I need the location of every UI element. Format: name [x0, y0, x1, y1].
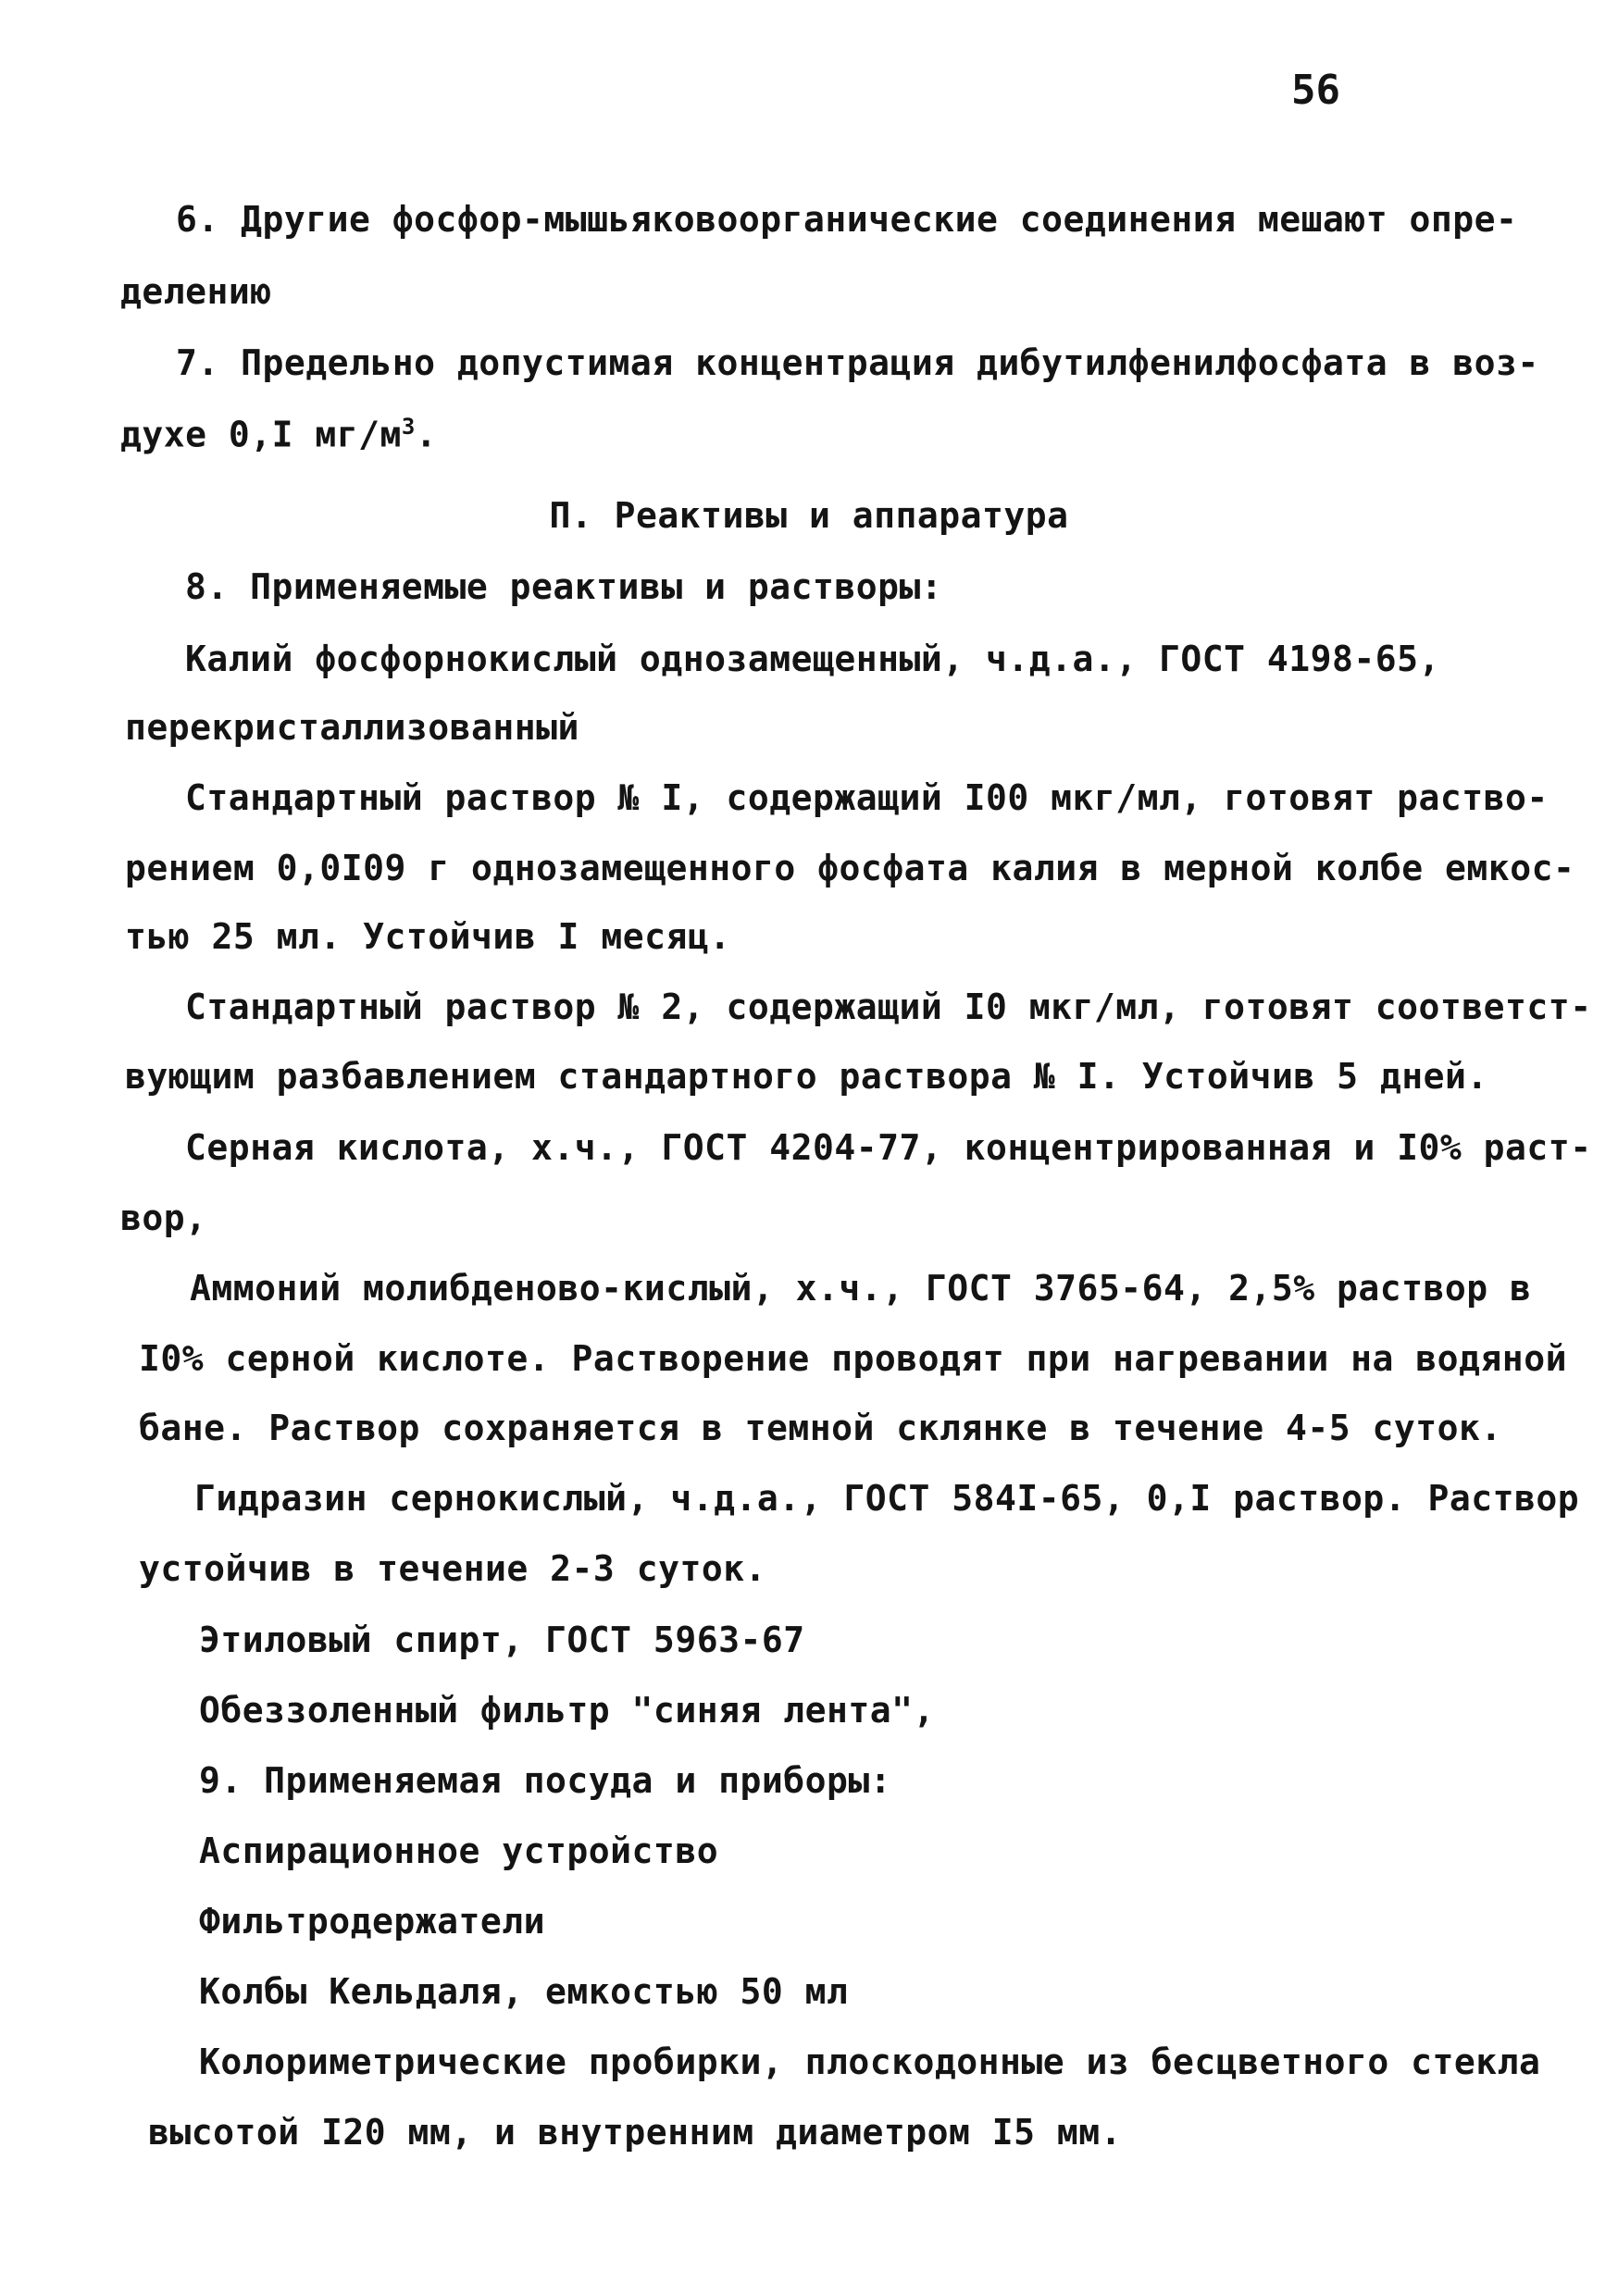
- text-line: Колориметрические пробирки, плоскодонные из бесцветного стекла: [199, 2042, 1541, 2082]
- text-line: Обеззоленный фильтр "синяя лента",: [199, 1690, 935, 1731]
- text-line: I0% серной кислоте. Растворение проводят при нагревании на водяной: [139, 1338, 1567, 1379]
- text-line: Аммоний молибденово-кислый, х.ч., ГОСТ 3765-64, 2,5% раствор в: [190, 1268, 1532, 1309]
- text-line: Стандартный раствор № 2, содержащий I0 мкг/мл, готовят соответст-: [185, 987, 1592, 1027]
- text-fragment: духе 0,I мг/м: [120, 414, 402, 455]
- superscript: 3: [401, 414, 416, 440]
- text-line: [120, 414, 437, 455]
- text-line: устойчив в течение 2-3 суток.: [139, 1548, 766, 1589]
- text-line: 8. Применяемые реактивы и растворы:: [185, 566, 943, 607]
- text-line: Серная кислота, х.ч., ГОСТ 4204-77, концентрированная и I0% раст-: [185, 1127, 1592, 1168]
- text-line: бане. Раствор сохраняется в темной склянке в течение 4-5 суток.: [139, 1408, 1502, 1448]
- text-line: перекристаллизованный: [125, 707, 579, 748]
- text-line: делению: [120, 271, 272, 312]
- text-line: Стандартный раствор № I, содержащий I00 мкг/мл, готовят раство-: [185, 777, 1549, 818]
- text-line: Гидразин сернокислый, ч.д.а., ГОСТ 584I-65, 0,I раствор. Раствор: [194, 1478, 1580, 1519]
- text-line: Аспирационное устройство: [199, 1831, 719, 1871]
- text-line: вор,: [120, 1198, 207, 1238]
- text-line: рением 0,0I09 г однозамещенного фосфата калия в мерной колбе емкос-: [125, 848, 1575, 888]
- text-line: Калий фосфорнокислый однозамещенный, ч.д.а., ГОСТ 4198-65,: [185, 639, 1440, 679]
- text-line: 6. Другие фосфор-мышьяковоорганические соединения мешают опре-: [176, 199, 1518, 240]
- text-line: Колбы Кельдаля, емкостью 50 мл: [199, 1971, 849, 2012]
- text-line: 7. Предельно допустимая концентрация дибутилфенилфосфата в воз-: [176, 342, 1539, 383]
- text-line: 9. Применяемая посуда и приборы:: [199, 1760, 892, 1801]
- text-fragment: .: [415, 414, 438, 455]
- text-line: высотой I20 мм, и внутренним диаметром I5 мм.: [148, 2112, 1123, 2153]
- text-line: тью 25 мл. Устойчив I месяц.: [125, 916, 731, 957]
- page-number: 56: [1291, 67, 1340, 114]
- section-heading: П. Реактивы и аппаратура: [549, 495, 1069, 536]
- text-line: Этиловый спирт, ГОСТ 5963-67: [199, 1620, 805, 1660]
- text-line: Фильтродержатели: [199, 1901, 546, 1942]
- text-line: вующим разбавлением стандартного раствора № I. Устойчив 5 дней.: [125, 1056, 1488, 1097]
